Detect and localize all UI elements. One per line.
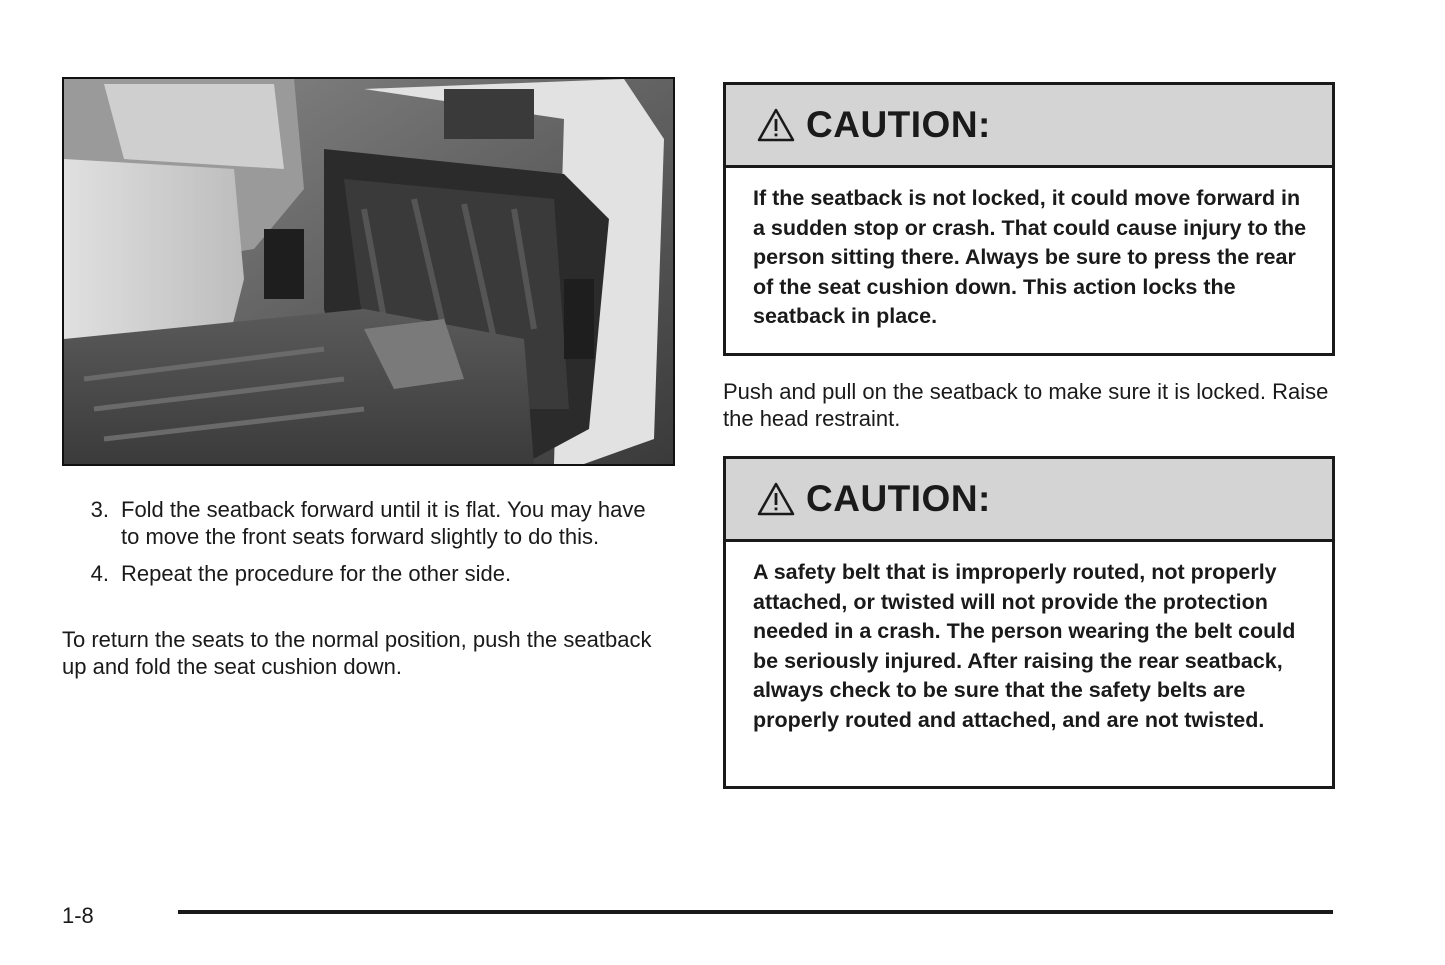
step-text: Fold the seatback forward until it is flat. You may have to move the front seats forward slightly to do this.: [121, 497, 646, 549]
warning-triangle-icon: [756, 107, 796, 143]
caution-title: CAUTION:: [806, 478, 991, 519]
caution-body: If the seatback is not locked, it could move forward in a sudden stop or crash. That could cause injury to the person sitting there. Always be sure to press the rear of the seat cushion down. This action locks the seatback in place.: [753, 186, 1307, 328]
seatback-photo: [62, 77, 675, 466]
warning-triangle-icon: [756, 481, 796, 517]
procedure-steps: [62, 496, 662, 597]
step-text: Repeat the procedure for the other side.: [121, 561, 512, 586]
footer-rule: [178, 910, 1333, 914]
caution-body: A safety belt that is improperly routed, not properly attached, or twisted will not provide the protection needed in a crash. The person wearing the belt could be seriously injured. After raising the rear seatback, always check to be sure that the safety belts are properly routed and attached, and are not twisted.: [753, 560, 1296, 732]
step-item: [62, 496, 662, 550]
push-pull-paragraph: Push and pull on the seatback to make sure it is locked. Raise the head restraint.: [723, 379, 1329, 431]
caution-box-seatback-lock: [723, 82, 1335, 356]
caution-box-safety-belt: [723, 456, 1335, 789]
step-number: 3.: [90, 497, 109, 522]
caution-header: [726, 85, 1332, 168]
caution-title: CAUTION:: [806, 104, 991, 145]
page-number: 1-8: [62, 903, 94, 928]
caution-header: [726, 459, 1332, 542]
step-number: 4.: [90, 561, 109, 586]
seatback-photo-illustration: [64, 79, 673, 464]
step-item: [62, 560, 662, 587]
return-seats-paragraph: To return the seats to the normal position, push the seatback up and fold the seat cushion down.: [62, 627, 652, 679]
